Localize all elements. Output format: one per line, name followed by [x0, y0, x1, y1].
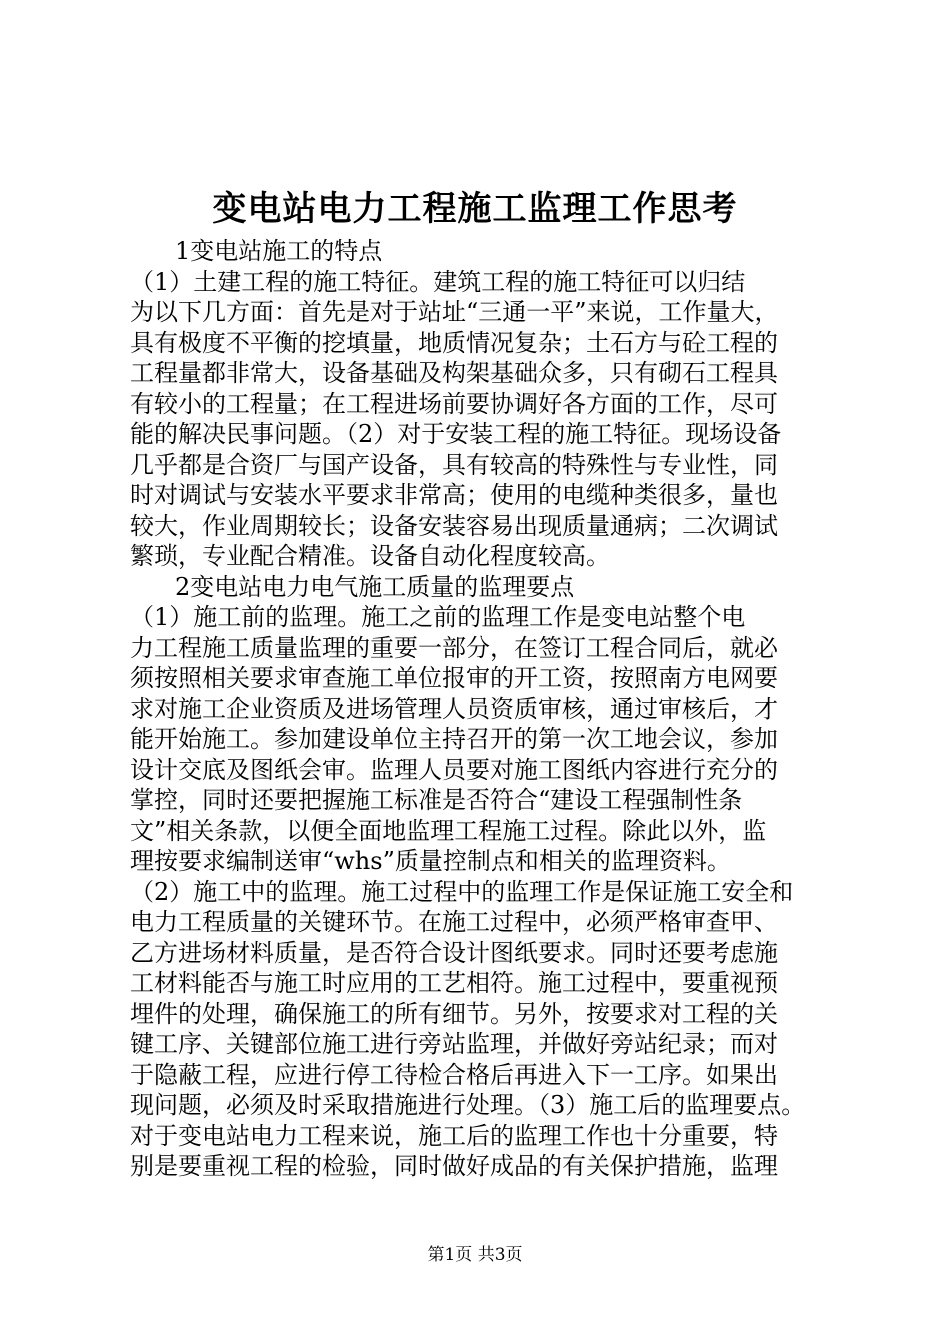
section-heading: 2变电站电力电气施工质量的监理要点: [175, 572, 575, 601]
text-line: 理按要求编制送审“whs”质量控制点和相关的监理资料。: [130, 847, 731, 875]
text-line: （1）土建工程的施工特征。建筑工程的施工特征可以归结: [130, 267, 746, 296]
text-line: 为以下几方面：首先是对于站址“三通一平”来说，工作量大，: [130, 298, 779, 326]
text-line: 设计交底及图纸会审。监理人员要对施工图纸内容进行充分的: [130, 755, 778, 784]
text-line: 对于变电站电力工程来说，施工后的监理工作也十分重要，特: [130, 1121, 778, 1150]
text-line: 时对调试与安装水平要求非常高；使用的电缆种类很多，量也: [130, 481, 778, 509]
section-heading: 1变电站施工的特点: [175, 237, 383, 265]
text-line: 能的解决民事问题。（2）对于安装工程的施工特征。现场设备: [130, 420, 782, 448]
text-line: 于隐蔽工程，应进行停工待检合格后再进入下一工序。如果出: [130, 1060, 778, 1089]
text-line: 别是要重视工程的检验，同时做好成品的有关保护措施，监理: [130, 1152, 778, 1180]
text-line: 须按照相关要求审查施工单位报审的开工资，按照南方电网要: [130, 664, 778, 692]
text-line: 现问题，必须及时采取措施进行处理。（3）施工后的监理要点。: [130, 1091, 806, 1119]
page-footer: 第1页 共3页: [427, 1245, 523, 1265]
text-line: （1）施工前的监理。施工之前的监理工作是变电站整个电: [130, 603, 746, 631]
text-line: 几乎都是合资厂与国产设备，具有较高的特殊性与专业性，同: [130, 450, 778, 479]
text-line: 繁琐，专业配合精准。设备自动化程度较高。: [130, 542, 610, 570]
text-line: 求对施工企业资质及进场管理人员资质审核，通过审核后，才: [130, 694, 778, 723]
text-line: 力工程施工质量监理的重要一部分，在签订工程合同后，就必: [130, 633, 778, 662]
text-line: 工材料能否与施工时应用的工艺相符。施工过程中，要重视预: [130, 969, 778, 997]
text-line: 电力工程质量的关键环节。在施工过程中，必须严格审查甲、: [130, 908, 778, 936]
text-line: 工程量都非常大，设备基础及构架基础众多，只有砌石工程具: [130, 359, 778, 387]
text-line: 乙方进场材料质量，是否符合设计图纸要求。同时还要考虑施: [130, 938, 778, 967]
text-line: （2）施工中的监理。施工过程中的监理工作是保证施工安全和: [130, 877, 794, 906]
text-line: 掌控，同时还要把握施工标准是否符合“建设工程强制性条: [130, 786, 743, 814]
text-line: 埋件的处理，确保施工的所有细节。另外，按要求对工程的关: [130, 999, 778, 1028]
text-line: 有较小的工程量；在工程进场前要协调好各方面的工作，尽可: [130, 389, 778, 418]
document-title: 变电站电力工程施工监理工作思考: [212, 189, 738, 229]
text-line: 较大，作业周期较长；设备安装容易出现质量通病；二次调试: [130, 511, 778, 540]
text-line: 键工序、关键部位施工进行旁站监理，并做好旁站纪录；而对: [130, 1030, 778, 1058]
text-line: 具有极度不平衡的挖填量，地质情况复杂；土石方与砼工程的: [130, 328, 778, 357]
document-body: [130, 236, 830, 1182]
text-line: 文”相关条款，以便全面地监理工程施工过程。除此以外，监: [130, 816, 767, 845]
text-line: 能开始施工。参加建设单位主持召开的第一次工地会议，参加: [130, 725, 778, 753]
